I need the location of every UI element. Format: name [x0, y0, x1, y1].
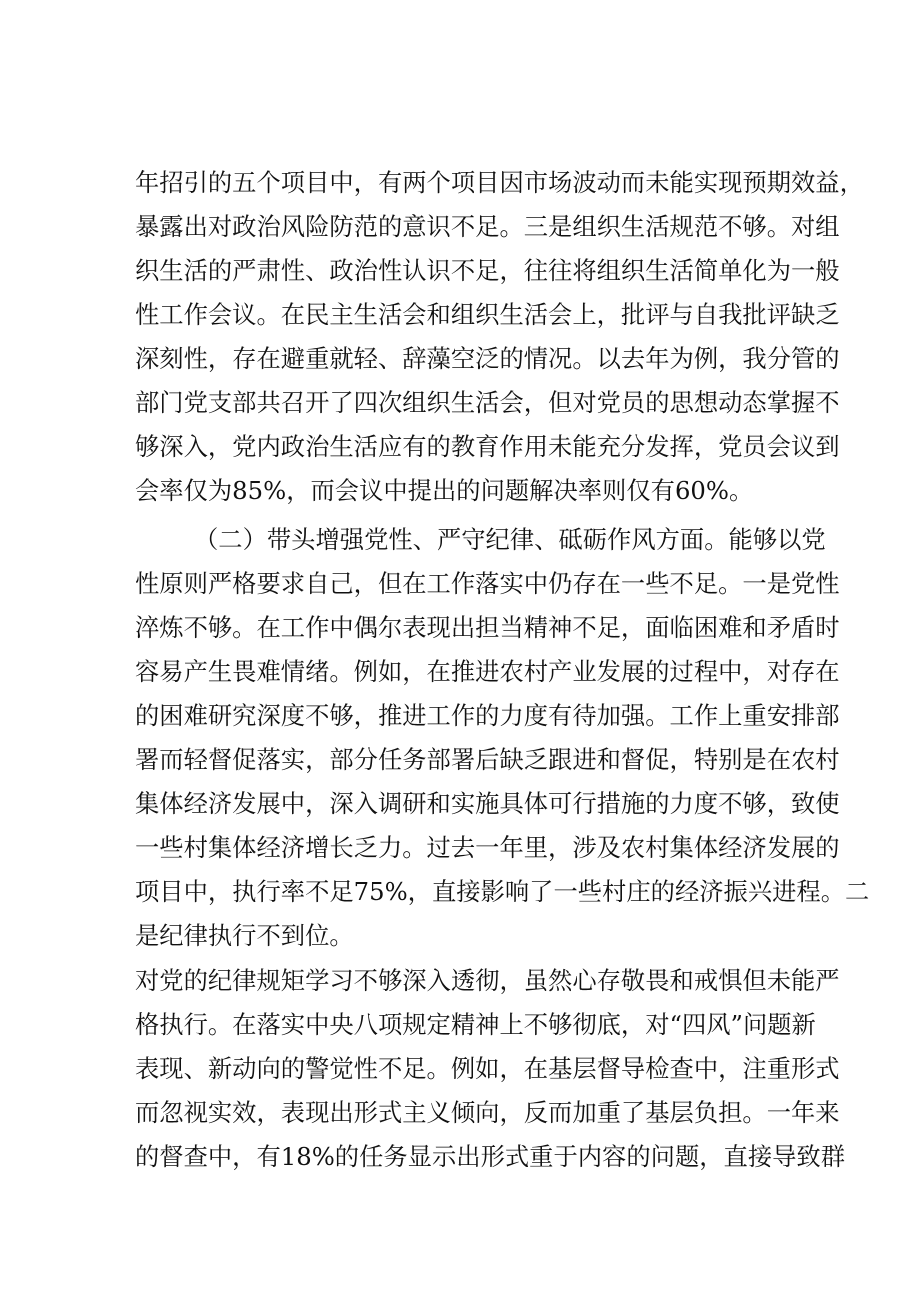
- paragraph-2-line-3: 淬炼不够。在工作中偶尔表现出担当精神不足，面临困难和矛盾时: [135, 613, 840, 642]
- paragraph-1-line-2: 暴露出对政治风险防范的意识不足。三是组织生活规范不够。对组: [135, 212, 840, 241]
- paragraph-2-line-7: 集体经济发展中，深入调研和实施具体可行措施的力度不够，致使: [135, 789, 840, 818]
- paragraph-1-line-5: 深刻性，存在避重就轻、辞藻空泛的情况。以去年为例，我分管的: [135, 344, 840, 373]
- paragraph-1-line-8: 会率仅为85%，而会议中提出的问题解决率则仅有60%。: [135, 476, 754, 505]
- paragraph-1-line-4: 性工作会议。在民主生活会和组织生活会上，批评与自我批评缺乏: [135, 300, 840, 329]
- paragraph-3-line-5: 的督查中，有18%的任务显示出形式重于内容的问题，直接导致群: [135, 1142, 846, 1171]
- paragraph-2-line-6: 署而轻督促落实，部分任务部署后缺乏跟进和督促，特别是在农村: [135, 745, 840, 774]
- paragraph-2-line-10: 是纪律执行不到位。: [135, 921, 354, 950]
- paragraph-1-line-3: 织生活的严肃性、政治性认识不足，往往将组织生活简单化为一般: [135, 256, 840, 285]
- paragraph-2-line-2: 性原则严格要求自己，但在工作落实中仍存在一些不足。一是党性: [135, 569, 840, 598]
- paragraph-3-line-1: 对党的纪律规矩学习不够深入透彻，虽然心存敬畏和戒惧但未能严: [135, 966, 840, 995]
- paragraph-1-line-1: 年招引的五个项目中，有两个项目因市场波动而未能实现预期效益，: [135, 168, 864, 197]
- paragraph-2-line-1: （二）带头增强党性、严守纪律、砥砺作风方面。能够以党: [194, 525, 826, 554]
- paragraph-1-line-6: 部门党支部共召开了四次组织生活会，但对党员的思想动态掌握不: [135, 388, 840, 417]
- paragraph-2-line-5: 的困难研究深度不够，推进工作的力度有待加强。工作上重安排部: [135, 701, 840, 730]
- paragraph-3-line-2: 格执行。在落实中央八项规定精神上不够彻底，对“四风”问题新: [135, 1010, 816, 1039]
- paragraph-2-line-9: 项目中，执行率不足75%，直接影响了一些村庄的经济振兴进程。二: [135, 877, 870, 906]
- paragraph-2-line-8: 一些村集体经济增长乏力。过去一年里，涉及农村集体经济发展的: [135, 833, 840, 862]
- paragraph-3-line-4: 而忽视实效，表现出形式主义倾向，反而加重了基层负担。一年来: [135, 1098, 840, 1127]
- paragraph-1-line-7: 够深入，党内政治生活应有的教育作用未能充分发挥，党员会议到: [135, 432, 840, 461]
- paragraph-3-line-3: 表现、新动向的警觉性不足。例如，在基层督导检查中，注重形式: [135, 1054, 840, 1083]
- paragraph-2-line-4: 容易产生畏难情绪。例如，在推进农村产业发展的过程中，对存在: [135, 657, 840, 686]
